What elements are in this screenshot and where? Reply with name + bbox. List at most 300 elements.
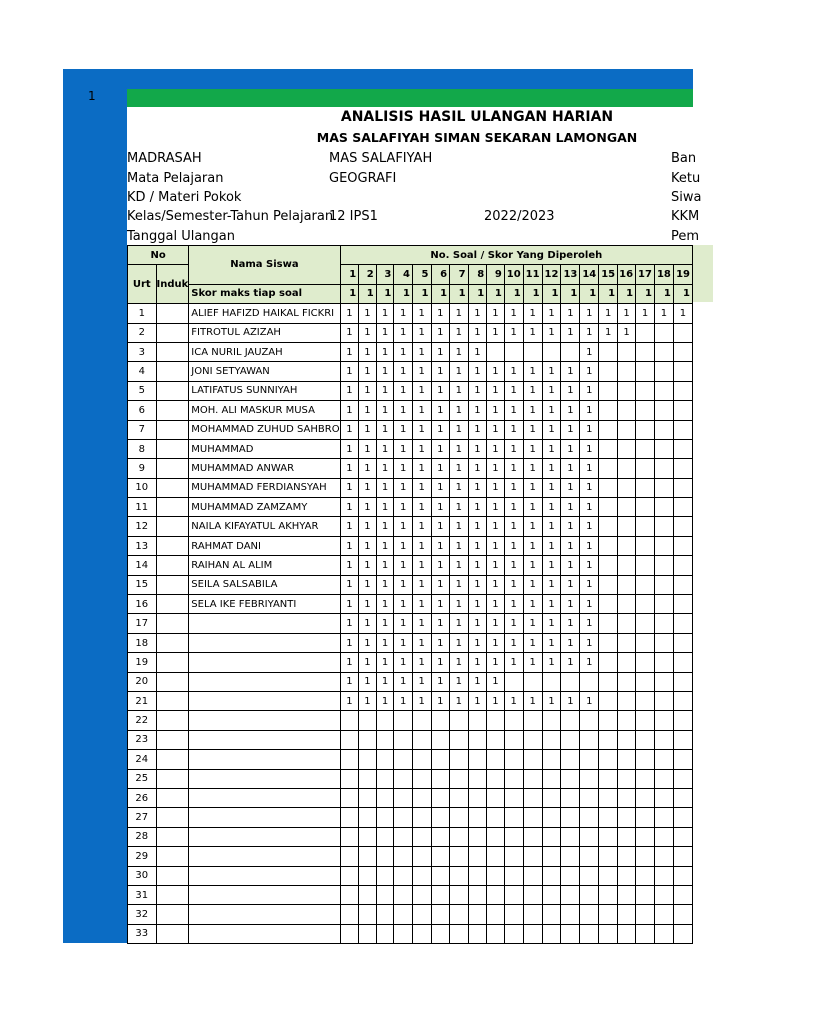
score-cell bbox=[673, 575, 692, 594]
score-cell bbox=[599, 381, 618, 400]
row-induk bbox=[156, 595, 189, 614]
table-row bbox=[128, 304, 693, 323]
score-cell bbox=[340, 905, 359, 924]
score-cell: 1 bbox=[487, 401, 505, 420]
row-induk bbox=[156, 362, 189, 381]
score-cell bbox=[523, 342, 542, 361]
score-cell bbox=[359, 711, 377, 730]
mapel-label: Mata Pelajaran bbox=[127, 171, 224, 186]
score-cell bbox=[599, 536, 618, 555]
score-cell bbox=[673, 401, 692, 420]
score-cell bbox=[394, 885, 413, 904]
score-cell: 1 bbox=[359, 575, 377, 594]
row-induk bbox=[156, 633, 189, 652]
score-cell: 1 bbox=[504, 459, 523, 478]
question-number: 16 bbox=[618, 265, 636, 284]
score-cell bbox=[542, 847, 561, 866]
student-name bbox=[189, 730, 340, 749]
score-cell bbox=[412, 924, 431, 943]
score-cell bbox=[654, 672, 673, 691]
score-cell: 1 bbox=[412, 633, 431, 652]
table-row bbox=[128, 750, 693, 769]
score-cell bbox=[599, 401, 618, 420]
score-cell bbox=[561, 711, 580, 730]
score-cell bbox=[468, 788, 487, 807]
score-cell bbox=[468, 750, 487, 769]
max-score: 1 bbox=[504, 284, 523, 303]
score-cell bbox=[431, 866, 450, 885]
score-cell bbox=[599, 885, 618, 904]
score-cell bbox=[542, 924, 561, 943]
score-cell: 1 bbox=[450, 633, 469, 652]
score-cell bbox=[599, 672, 618, 691]
score-cell bbox=[636, 536, 655, 555]
row-urt: 6 bbox=[128, 401, 157, 420]
score-cell bbox=[599, 575, 618, 594]
score-cell: 1 bbox=[580, 304, 599, 323]
score-cell bbox=[412, 808, 431, 827]
score-cell: 1 bbox=[431, 478, 450, 497]
score-cell: 1 bbox=[450, 536, 469, 555]
score-cell: 1 bbox=[504, 614, 523, 633]
score-cell bbox=[673, 885, 692, 904]
score-cell bbox=[376, 769, 394, 788]
score-cell bbox=[504, 730, 523, 749]
score-cell: 1 bbox=[394, 536, 413, 555]
max-score: 1 bbox=[394, 284, 413, 303]
score-cell: 1 bbox=[450, 401, 469, 420]
score-cell: 1 bbox=[394, 691, 413, 710]
table-row bbox=[128, 769, 693, 788]
score-cell bbox=[359, 866, 377, 885]
score-cell bbox=[359, 847, 377, 866]
score-cell bbox=[431, 730, 450, 749]
score-cell bbox=[599, 653, 618, 672]
score-cell: 1 bbox=[487, 672, 505, 691]
question-number: 19 bbox=[673, 265, 692, 284]
score-cell: 1 bbox=[359, 420, 377, 439]
row-urt: 33 bbox=[128, 924, 157, 943]
score-cell: 1 bbox=[523, 633, 542, 652]
score-cell: 1 bbox=[340, 653, 359, 672]
score-cell: 1 bbox=[523, 498, 542, 517]
score-cell: 1 bbox=[450, 614, 469, 633]
question-number: 11 bbox=[523, 265, 542, 284]
row-urt: 12 bbox=[128, 517, 157, 536]
score-cell: 1 bbox=[561, 691, 580, 710]
row-induk bbox=[156, 517, 189, 536]
row-urt: 32 bbox=[128, 905, 157, 924]
score-cell: 1 bbox=[359, 342, 377, 361]
score-cell: 1 bbox=[561, 498, 580, 517]
score-cell: 1 bbox=[487, 420, 505, 439]
score-cell bbox=[542, 672, 561, 691]
score-cell bbox=[523, 847, 542, 866]
score-cell: 1 bbox=[523, 304, 542, 323]
score-cell: 1 bbox=[468, 459, 487, 478]
score-cell: 1 bbox=[561, 459, 580, 478]
student-name bbox=[189, 633, 340, 652]
score-cell bbox=[561, 672, 580, 691]
student-name: MOHAMMAD ZUHUD SAHBRO bbox=[189, 420, 340, 439]
sheet-title: ANALISIS HASIL ULANGAN HARIAN bbox=[340, 109, 614, 125]
score-cell bbox=[618, 362, 636, 381]
score-cell: 1 bbox=[394, 459, 413, 478]
table-row bbox=[128, 653, 693, 672]
score-cell bbox=[561, 924, 580, 943]
score-cell: 1 bbox=[376, 691, 394, 710]
score-cell bbox=[580, 827, 599, 846]
question-number: 4 bbox=[394, 265, 413, 284]
score-cell bbox=[654, 478, 673, 497]
score-cell bbox=[673, 653, 692, 672]
score-cell: 1 bbox=[376, 323, 394, 342]
question-number: 18 bbox=[654, 265, 673, 284]
score-cell bbox=[599, 439, 618, 458]
score-cell: 1 bbox=[523, 575, 542, 594]
score-cell bbox=[376, 866, 394, 885]
score-cell: 1 bbox=[359, 614, 377, 633]
row-induk bbox=[156, 788, 189, 807]
score-cell: 1 bbox=[487, 323, 505, 342]
score-cell: 1 bbox=[599, 304, 618, 323]
score-cell bbox=[599, 342, 618, 361]
score-cell bbox=[523, 885, 542, 904]
score-cell: 1 bbox=[431, 614, 450, 633]
score-cell bbox=[394, 866, 413, 885]
score-cell: 1 bbox=[340, 342, 359, 361]
score-cell bbox=[487, 808, 505, 827]
score-cell bbox=[636, 614, 655, 633]
score-cell: 1 bbox=[504, 517, 523, 536]
score-cell: 1 bbox=[376, 439, 394, 458]
question-number: 13 bbox=[561, 265, 580, 284]
row-urt: 5 bbox=[128, 381, 157, 400]
score-cell bbox=[636, 342, 655, 361]
score-cell: 1 bbox=[394, 556, 413, 575]
score-cell bbox=[450, 905, 469, 924]
score-cell bbox=[599, 478, 618, 497]
score-cell bbox=[431, 924, 450, 943]
score-cell bbox=[523, 769, 542, 788]
score-cell bbox=[431, 885, 450, 904]
score-cell bbox=[673, 769, 692, 788]
score-cell: 1 bbox=[523, 691, 542, 710]
mapel-value: GEOGRAFI bbox=[329, 171, 397, 186]
score-cell bbox=[340, 730, 359, 749]
score-cell: 1 bbox=[468, 614, 487, 633]
score-cell: 1 bbox=[394, 614, 413, 633]
score-cell: 1 bbox=[376, 633, 394, 652]
score-cell bbox=[580, 788, 599, 807]
score-cell: 1 bbox=[468, 420, 487, 439]
score-cell bbox=[618, 556, 636, 575]
score-cell bbox=[504, 788, 523, 807]
table-row bbox=[128, 498, 693, 517]
score-cell bbox=[431, 750, 450, 769]
score-cell: 1 bbox=[542, 536, 561, 555]
green-header-stripe bbox=[127, 89, 693, 107]
tanggal-label: Tanggal Ulangan bbox=[127, 229, 235, 244]
score-cell: 1 bbox=[359, 459, 377, 478]
score-cell bbox=[523, 924, 542, 943]
row-urt: 30 bbox=[128, 866, 157, 885]
score-cell bbox=[450, 885, 469, 904]
score-cell bbox=[376, 827, 394, 846]
score-cell bbox=[412, 866, 431, 885]
score-cell: 1 bbox=[359, 478, 377, 497]
score-cell: 1 bbox=[394, 653, 413, 672]
score-cell: 1 bbox=[542, 323, 561, 342]
row-induk bbox=[156, 439, 189, 458]
score-cell: 1 bbox=[359, 304, 377, 323]
score-cell: 1 bbox=[412, 401, 431, 420]
table-row bbox=[128, 478, 693, 497]
student-name: NAILA KIFAYATUL AKHYAR bbox=[189, 517, 340, 536]
score-cell bbox=[340, 808, 359, 827]
score-cell bbox=[618, 595, 636, 614]
score-cell bbox=[340, 769, 359, 788]
score-cell: 1 bbox=[542, 362, 561, 381]
score-cell: 1 bbox=[542, 420, 561, 439]
score-cell bbox=[468, 847, 487, 866]
row-urt: 23 bbox=[128, 730, 157, 749]
score-cell: 1 bbox=[450, 672, 469, 691]
score-cell: 1 bbox=[412, 517, 431, 536]
score-cell bbox=[636, 905, 655, 924]
score-cell bbox=[673, 381, 692, 400]
row-urt: 20 bbox=[128, 672, 157, 691]
score-cell bbox=[654, 905, 673, 924]
score-cell bbox=[673, 595, 692, 614]
score-cell: 1 bbox=[468, 323, 487, 342]
score-cell bbox=[673, 323, 692, 342]
score-cell: 1 bbox=[468, 401, 487, 420]
score-cell bbox=[618, 517, 636, 536]
score-cell: 1 bbox=[394, 575, 413, 594]
score-cell: 1 bbox=[636, 304, 655, 323]
table-row bbox=[128, 517, 693, 536]
row-induk bbox=[156, 750, 189, 769]
score-cell bbox=[599, 924, 618, 943]
row-induk bbox=[156, 827, 189, 846]
score-cell: 1 bbox=[359, 401, 377, 420]
row-induk bbox=[156, 847, 189, 866]
score-cell: 1 bbox=[450, 517, 469, 536]
score-cell bbox=[673, 711, 692, 730]
row-urt: 25 bbox=[128, 769, 157, 788]
madrasah-label: MADRASAH bbox=[127, 151, 202, 166]
score-cell bbox=[673, 459, 692, 478]
score-cell bbox=[618, 672, 636, 691]
table-row bbox=[128, 730, 693, 749]
score-cell: 1 bbox=[431, 420, 450, 439]
score-cell bbox=[561, 827, 580, 846]
score-cell: 1 bbox=[394, 517, 413, 536]
score-cell bbox=[504, 905, 523, 924]
score-cell: 1 bbox=[376, 362, 394, 381]
row-urt: 11 bbox=[128, 498, 157, 517]
score-cell bbox=[636, 498, 655, 517]
score-cell bbox=[673, 750, 692, 769]
score-cell bbox=[654, 730, 673, 749]
score-cell: 1 bbox=[523, 439, 542, 458]
student-name: MUHAMMAD bbox=[189, 439, 340, 458]
score-cell: 1 bbox=[376, 401, 394, 420]
score-cell bbox=[340, 924, 359, 943]
table-row bbox=[128, 633, 693, 652]
table-row bbox=[128, 847, 693, 866]
score-cell bbox=[394, 769, 413, 788]
score-cell bbox=[618, 847, 636, 866]
score-cell bbox=[636, 653, 655, 672]
score-cell bbox=[412, 788, 431, 807]
student-name: FITROTUL AZIZAH bbox=[189, 323, 340, 342]
score-cell: 1 bbox=[542, 614, 561, 633]
score-cell bbox=[673, 924, 692, 943]
score-cell bbox=[450, 808, 469, 827]
score-cell: 1 bbox=[431, 401, 450, 420]
score-cell bbox=[359, 750, 377, 769]
question-number: 15 bbox=[599, 265, 618, 284]
score-cell: 1 bbox=[504, 536, 523, 555]
student-name bbox=[189, 905, 340, 924]
score-cell: 1 bbox=[580, 575, 599, 594]
score-cell bbox=[636, 362, 655, 381]
score-cell bbox=[618, 633, 636, 652]
score-cell bbox=[618, 536, 636, 555]
score-cell bbox=[580, 730, 599, 749]
score-cell bbox=[431, 905, 450, 924]
score-cell bbox=[523, 905, 542, 924]
score-cell: 1 bbox=[376, 556, 394, 575]
max-score: 1 bbox=[561, 284, 580, 303]
score-cell: 1 bbox=[431, 342, 450, 361]
score-cell bbox=[636, 808, 655, 827]
score-cell bbox=[359, 730, 377, 749]
score-cell: 1 bbox=[561, 536, 580, 555]
row-induk bbox=[156, 711, 189, 730]
score-cell bbox=[636, 401, 655, 420]
score-cell: 1 bbox=[431, 517, 450, 536]
score-cell: 1 bbox=[504, 304, 523, 323]
score-cell: 1 bbox=[580, 498, 599, 517]
score-cell bbox=[636, 788, 655, 807]
score-cell bbox=[618, 459, 636, 478]
score-cell bbox=[412, 827, 431, 846]
table-row bbox=[128, 614, 693, 633]
row-urt: 26 bbox=[128, 788, 157, 807]
score-cell: 1 bbox=[542, 459, 561, 478]
score-cell: 1 bbox=[580, 691, 599, 710]
score-cell bbox=[654, 536, 673, 555]
score-cell bbox=[450, 847, 469, 866]
score-cell bbox=[618, 420, 636, 439]
score-cell: 1 bbox=[412, 536, 431, 555]
score-cell bbox=[523, 730, 542, 749]
score-cell bbox=[599, 691, 618, 710]
score-cell bbox=[394, 905, 413, 924]
score-cell bbox=[618, 924, 636, 943]
score-cell bbox=[450, 711, 469, 730]
score-cell: 1 bbox=[376, 478, 394, 497]
score-cell bbox=[504, 847, 523, 866]
score-cell: 1 bbox=[504, 323, 523, 342]
score-cell: 1 bbox=[487, 459, 505, 478]
score-cell: 1 bbox=[504, 420, 523, 439]
score-cell bbox=[412, 885, 431, 904]
score-cell: 1 bbox=[340, 304, 359, 323]
score-cell: 1 bbox=[412, 478, 431, 497]
score-cell bbox=[431, 827, 450, 846]
row-urt: 22 bbox=[128, 711, 157, 730]
score-cell: 1 bbox=[542, 556, 561, 575]
score-cell: 1 bbox=[487, 362, 505, 381]
score-cell bbox=[450, 730, 469, 749]
score-cell: 1 bbox=[376, 614, 394, 633]
score-cell: 1 bbox=[376, 536, 394, 555]
score-cell: 1 bbox=[487, 498, 505, 517]
score-cell: 1 bbox=[359, 517, 377, 536]
score-cell bbox=[636, 556, 655, 575]
score-cell: 1 bbox=[340, 614, 359, 633]
row-urt: 14 bbox=[128, 556, 157, 575]
row-urt: 10 bbox=[128, 478, 157, 497]
table-row bbox=[128, 401, 693, 420]
skor-maks-label: Skor maks tiap soal bbox=[189, 284, 340, 303]
score-cell bbox=[340, 866, 359, 885]
score-cell: 1 bbox=[431, 381, 450, 400]
max-score: 1 bbox=[376, 284, 394, 303]
score-cell: 1 bbox=[487, 653, 505, 672]
score-cell bbox=[561, 342, 580, 361]
table-row bbox=[128, 536, 693, 555]
score-cell bbox=[654, 866, 673, 885]
score-cell bbox=[523, 788, 542, 807]
score-cell: 1 bbox=[340, 439, 359, 458]
score-cell bbox=[599, 788, 618, 807]
score-cell: 1 bbox=[468, 556, 487, 575]
score-cell: 1 bbox=[412, 498, 431, 517]
score-cell bbox=[542, 905, 561, 924]
score-cell bbox=[450, 827, 469, 846]
score-cell: 1 bbox=[394, 498, 413, 517]
question-number: 14 bbox=[580, 265, 599, 284]
max-score: 1 bbox=[487, 284, 505, 303]
score-cell: 1 bbox=[468, 691, 487, 710]
score-cell bbox=[673, 808, 692, 827]
student-name bbox=[189, 885, 340, 904]
score-cell bbox=[673, 362, 692, 381]
score-cell bbox=[376, 711, 394, 730]
table-row bbox=[128, 459, 693, 478]
score-cell bbox=[468, 730, 487, 749]
score-cell: 1 bbox=[376, 498, 394, 517]
score-cell: 1 bbox=[580, 401, 599, 420]
score-cell bbox=[654, 575, 673, 594]
score-cell bbox=[636, 750, 655, 769]
score-cell: 1 bbox=[376, 342, 394, 361]
score-table bbox=[127, 245, 693, 944]
score-cell bbox=[599, 769, 618, 788]
student-name bbox=[189, 827, 340, 846]
score-cell bbox=[618, 730, 636, 749]
right-label-3: Siwa bbox=[671, 190, 702, 205]
score-cell: 1 bbox=[504, 691, 523, 710]
score-cell bbox=[618, 381, 636, 400]
score-cell: 1 bbox=[523, 323, 542, 342]
score-cell: 1 bbox=[359, 362, 377, 381]
